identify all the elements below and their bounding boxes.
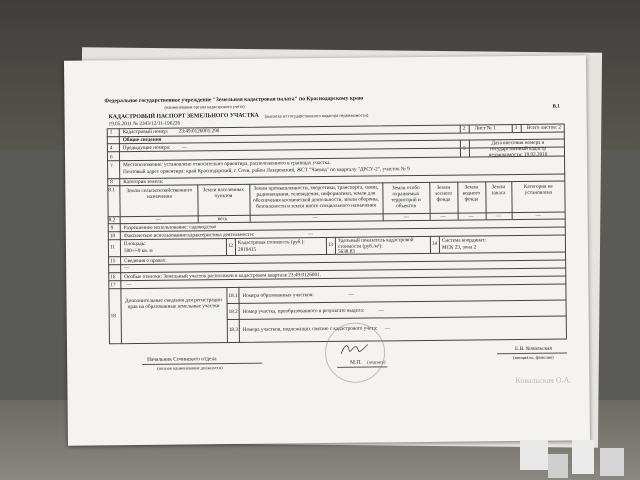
category-forest: Земли лесного фонда: [434, 184, 453, 203]
signer-name-caption: (инициалы, фамилия): [513, 354, 554, 361]
category-settlements: Земли населенных пунктов: [202, 186, 244, 200]
category-water: Земли водного фонда: [462, 184, 481, 203]
general-info-heading: Общие сведения: [122, 136, 162, 144]
coordinate-system-value: МСК 23, зона 2: [441, 244, 477, 251]
converted-plot-value: —: [378, 307, 384, 314]
row-number: 18.1: [228, 292, 238, 300]
stamp-label: М.П.: [350, 359, 362, 366]
signer-name: Е.В. Ковальская: [515, 345, 552, 353]
row-number: 3: [514, 125, 518, 132]
signer-position-caption: (полное наименование должности): [157, 365, 223, 371]
rule: [108, 283, 566, 289]
formed-plots-value: —: [348, 291, 354, 298]
cadastral-number-value: 23:49:0126001:290: [178, 128, 220, 135]
registration-number: 19.05.2011 № 2343/12/11-196226: [108, 120, 181, 128]
row-number: 5: [462, 145, 466, 152]
sheet-number: Лист № 1: [474, 125, 496, 132]
row-number: 7: [110, 163, 113, 170]
rights-label: Сведения о правах:: [124, 257, 167, 265]
category-value: —: [468, 213, 474, 220]
row-number: 13: [327, 241, 334, 248]
rule: [469, 124, 470, 132]
row-number: 2: [462, 125, 466, 132]
previous-numbers-value: —: [181, 144, 188, 151]
row-number: 8.2: [108, 217, 116, 224]
handwritten-signature: [339, 340, 369, 358]
formed-plots-label: Номера образованных участков:: [242, 292, 314, 299]
category-value-marked: весь: [217, 216, 228, 223]
rule: [235, 238, 236, 255]
org-caption: (наименование органа кадастрового учета): [164, 103, 245, 110]
rule: [521, 124, 522, 132]
row-number: 1: [109, 129, 113, 136]
org-line: Федеральное государственное учреждение "Земельная кадастровая палата" по Краснодарскому краю: [104, 95, 364, 105]
rule: [107, 132, 565, 138]
row-number: 18: [110, 313, 116, 320]
rule: [227, 299, 567, 304]
special-notes: Особые отметки: Земельный участок расположен в кадастровом квартале 23:49:0126001.: [124, 272, 322, 281]
category-agricultural: Земли сельскохозяйственного назначения: [126, 187, 193, 200]
form-code: В.1: [552, 103, 560, 110]
location-address: Почтовый адрес ориентира: край Краснодарский, г. Сочи, район Лазаревский, ЖСТ "Чаевод" по кварталу "ДРСУ-2", участок № 9: [123, 166, 410, 176]
category-value: —: [155, 216, 161, 223]
removed-plots-value: —: [384, 325, 391, 332]
row-number: 10: [109, 233, 116, 240]
blurred-area: [520, 440, 548, 470]
removed-plots-label: Номера участков, подлежащих снятию с кадастрового учета:: [242, 325, 378, 333]
category-reserve: Земли запаса: [491, 184, 506, 197]
rule: [460, 125, 461, 133]
category-value: —: [403, 214, 409, 221]
row-number: 15: [110, 258, 116, 265]
document-title: КАДАСТРОВЫЙ ПАСПОРТ ЗЕМЕЛЬНОГО УЧАСТКА: [108, 112, 259, 121]
category-value: —: [312, 215, 318, 222]
location-label: Местоположение: установлено относительно ориентира, расположенного в границах участка.: [123, 159, 331, 169]
rule: [227, 315, 567, 320]
rule: [335, 237, 336, 254]
converted-plot-label: Номер участка, преобразованного в результате выдела:: [242, 307, 365, 315]
area-label: Площадь:: [123, 240, 146, 248]
category-industry: Земли промышленности, энергетики, транспорта, связи, радиовещания, телевидения, информатики, земли для обеспечения космической деятельности, земли обороны, безопасности и земли иного специального назначения: [253, 184, 379, 210]
blurred-area: [548, 454, 568, 478]
category-value: —: [535, 212, 541, 219]
rule: [108, 259, 566, 265]
additional-info-label: Дополнительные сведения для регистрации прав на образованные земельные участки: [125, 297, 222, 311]
document-sheet: [64, 55, 590, 445]
row-17-value: —: [126, 282, 132, 289]
permitted-use: Разрешенное использование: садоводство: [123, 224, 217, 232]
cadastral-value: 2819415: [237, 246, 257, 253]
rule: [238, 287, 240, 343]
bleed-through-text: Ковальская О.А.: [515, 375, 572, 386]
rule: [430, 236, 431, 253]
document-title-note: (выписка из государственного кадастра недвижимости): [264, 112, 369, 119]
cadastral-number-label: Кадастровый номер:: [122, 128, 169, 136]
row-number: 18.3: [228, 326, 238, 334]
blurred-area: [600, 448, 624, 476]
specific-value: 5638.83: [337, 248, 355, 255]
category-value: —: [495, 213, 501, 220]
rule: [439, 236, 440, 253]
actual-use-label: Фактическое использование/характеристика деятельности:: [123, 231, 255, 240]
category-value: —: [440, 213, 446, 220]
row-number: 11: [109, 244, 115, 251]
rule: [511, 181, 512, 219]
row-number: 4: [109, 145, 113, 152]
actual-use-value: —: [307, 231, 314, 238]
stamp-caption: (подпись): [367, 359, 386, 365]
row-number: 6: [109, 154, 113, 161]
rule: [226, 238, 227, 255]
row-number: 17: [110, 282, 116, 289]
row-number: 8: [110, 179, 113, 186]
previous-numbers-label: Предыдущие номера:: [122, 144, 171, 152]
entry-date: Дата внесения номера в государственный кадастр недвижимости: 19.02.2010: [488, 139, 548, 159]
rule: [108, 267, 566, 273]
signer-position: Начальник Сочинского отдела: [147, 356, 217, 363]
category-protected: Земли особо охраняемых территорий и объектов: [391, 185, 421, 210]
specific-value-label: Удельный показатель кадастровой стоимости (руб./м²):: [337, 237, 414, 250]
row-number: 16: [110, 274, 116, 281]
row-number: 14: [431, 240, 438, 247]
passport-table-grid: [107, 124, 567, 345]
blurred-area: [572, 440, 594, 474]
category-not-set: Категория не установлена: [523, 183, 553, 196]
rule: [512, 124, 513, 132]
row-number: 12: [227, 242, 234, 250]
rights-value: —: [124, 265, 130, 272]
land-category-label: Категория земель:: [123, 178, 164, 186]
row-number: 18.2: [228, 308, 238, 316]
rule: [460, 140, 461, 157]
rule: [108, 218, 566, 224]
cadastral-value-label: Кадастровая стоимость (руб.):: [237, 239, 305, 246]
area-value: 500+/-9 кв. м: [123, 247, 153, 255]
row-number: 8.1: [108, 187, 115, 194]
total-sheets: Всего листов: 2: [526, 124, 562, 131]
rule: [326, 237, 327, 254]
row-number: 9: [110, 225, 114, 232]
coordinate-system-label: Система координат:: [441, 237, 486, 244]
rule: [469, 139, 470, 156]
